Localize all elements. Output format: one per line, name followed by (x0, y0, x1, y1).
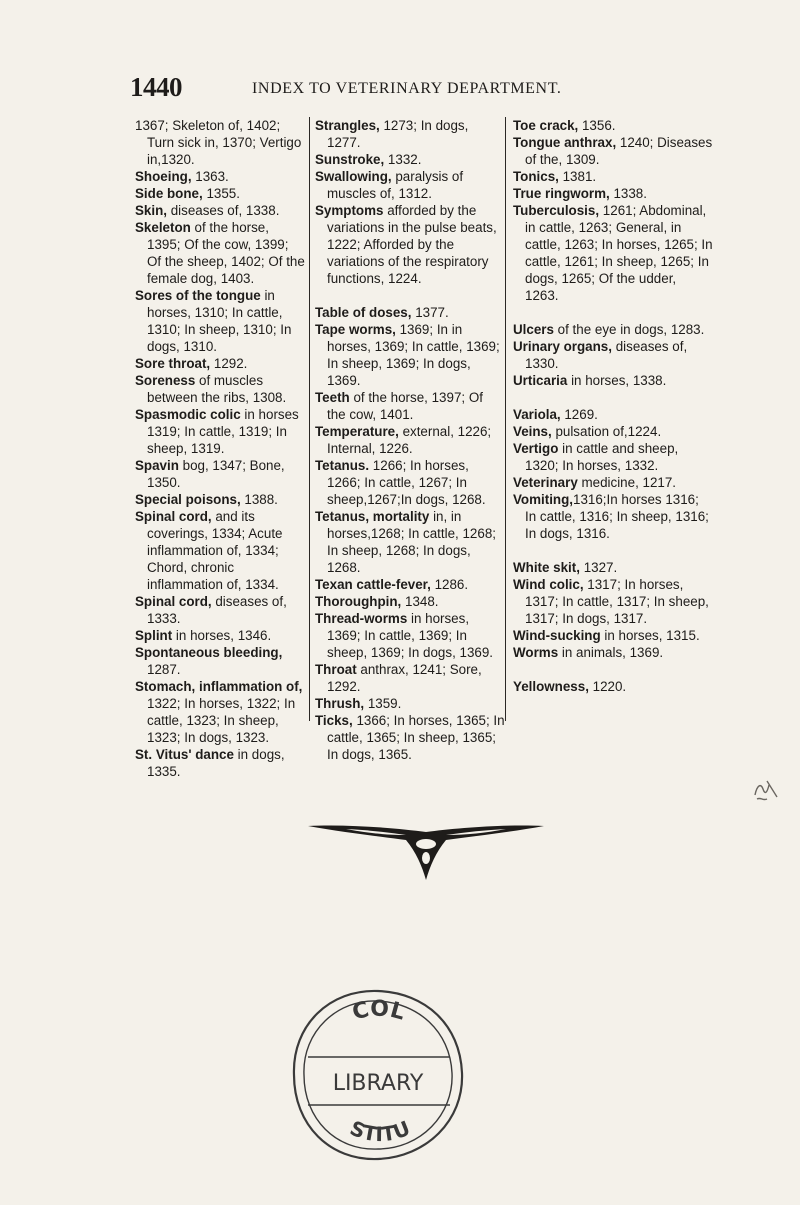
index-entry-references: 1286. (430, 577, 469, 592)
index-entry (315, 712, 505, 763)
index-entry (513, 678, 713, 695)
index-entry (315, 151, 505, 168)
index-entry-heading: Skeleton (135, 220, 191, 235)
running-head: INDEX TO VETERINARY DEPARTMENT. (252, 80, 562, 97)
index-entry-heading: Tongue anthrax, (513, 135, 617, 150)
index-entry-heading: Special poisons, (135, 492, 241, 507)
index-entry-references: 1317; In horses, 1317; In cattle, 1317; In sheep, 1317; In dogs, 1317. (525, 577, 709, 626)
stamp-center-text: LIBRARY (332, 1071, 424, 1096)
index-entry (315, 202, 505, 287)
index-entry-heading: Skin, (135, 203, 167, 218)
index-entry (135, 491, 305, 508)
column-rule (505, 117, 506, 721)
index-entry-heading: Symptoms (315, 203, 384, 218)
index-entry-references: 1240; Diseases of the, 1309. (525, 135, 713, 167)
page-number: 1440 (130, 72, 182, 102)
index-entry-references: 1266; In horses, 1266; In cattle, 1267; In sheep,1267;In dogs, 1268. (327, 458, 486, 507)
index-entry-references: of muscles between the ribs, 1308. (147, 373, 287, 405)
index-entry (513, 372, 713, 389)
decorative-ornament-icon (306, 822, 546, 882)
index-entry-heading: Wind colic, (513, 577, 584, 592)
index-entry-references: 1332. (384, 152, 422, 167)
index-entry-references: of the eye in dogs, 1283. (553, 322, 705, 337)
index-entry (513, 491, 713, 542)
index-entry (513, 440, 713, 474)
index-entry (315, 593, 505, 610)
index-entry (513, 644, 713, 661)
index-entry (513, 117, 713, 134)
index-entry (513, 423, 713, 440)
index-entry-heading: Splint (135, 628, 173, 643)
index-entry-references: 1369; In in horses, 1369; In cattle, 1369; In sheep, 1369; In dogs, 1369. (327, 322, 500, 388)
index-entry-references: in horses, 1338. (567, 373, 667, 388)
index-entry-heading: Spinal cord, (135, 509, 212, 524)
index-entry (135, 202, 305, 219)
index-entry (315, 168, 505, 202)
index-entry-heading: Thrush, (315, 696, 365, 711)
index-entry-references: bog, 1347; Bone, 1350. (147, 458, 285, 490)
index-entry-heading: Sore throat, (135, 356, 211, 371)
index-entry (135, 406, 305, 457)
index-entry-references: in horses 1319; In cattle, 1319; In sheep, 1319. (147, 407, 299, 456)
index-entry-references: 1388. (240, 492, 278, 507)
index-entry-heading: Vertigo (513, 441, 559, 456)
column-rule (309, 117, 310, 721)
index-entry-references: in horses, 1315. (600, 628, 700, 643)
index-entry-references: external, 1226; Internal, 1226. (327, 424, 492, 456)
index-entry-references: 1363. (191, 169, 229, 184)
index-entry (513, 168, 713, 185)
index-column-3 (513, 117, 713, 762)
index-entry (135, 185, 305, 202)
index-entry-heading: Worms (513, 645, 559, 660)
index-entry-heading: Tonics, (513, 169, 559, 184)
index-entry-references: of the horse, 1395; Of the cow, 1399; Of the sheep, 1402; Of the female dog, 1403. (147, 220, 305, 286)
index-entry-heading: Spasmodic colic (135, 407, 241, 422)
index-entry (315, 576, 505, 593)
index-entry-references: in, in horses,1268; In cattle, 1268; In sheep, 1268; In dogs, 1268. (327, 509, 496, 575)
stamp-top-text: COL (349, 996, 408, 1026)
index-entry-heading: Shoeing, (135, 169, 192, 184)
index-entry-heading: True ringworm, (513, 186, 610, 201)
index-entry-heading: Urinary organs, (513, 339, 612, 354)
index-entry (513, 406, 713, 423)
index-entry-heading: Sores of the tongue (135, 288, 261, 303)
index-entry-heading: Urticaria (513, 373, 568, 388)
index-entry-references: 1348. (401, 594, 439, 609)
index-entry-references: 1316;In horses 1316; In cattle, 1316; In sheep, 1316; In dogs, 1316. (525, 492, 709, 541)
index-entry (513, 185, 713, 202)
index-column-2 (315, 117, 505, 762)
index-entry-heading: Teeth (315, 390, 350, 405)
index-entry-references: 1287. (147, 662, 181, 677)
svg-text:STITU (347, 1116, 414, 1146)
index-entry (135, 219, 305, 287)
index-entry-heading: Toe crack, (513, 118, 579, 133)
index-entry-references: 1381. (558, 169, 597, 184)
svg-text:COL (350, 997, 408, 1026)
index-entry (315, 389, 505, 423)
index-entry (135, 746, 305, 780)
library-stamp-icon (286, 985, 471, 1165)
index-entry (315, 695, 505, 712)
index-entry-references: diseases of, 1330. (525, 339, 688, 371)
index-entry-heading: Temperature, (315, 424, 399, 439)
index-column-1 (135, 117, 305, 779)
index-entry (135, 287, 305, 355)
index-entry (315, 610, 505, 661)
stamp-bottom-text: STITU (346, 1115, 414, 1147)
index-entry (135, 117, 305, 168)
index-entry-heading: White skit, (513, 560, 580, 575)
index-entry-heading: Spontaneous bleeding, (135, 645, 283, 660)
index-entry (315, 508, 505, 576)
index-entry-heading: Sunstroke, (315, 152, 385, 167)
index-entry-references: 1359. (364, 696, 402, 711)
index-entry-references: 1377. (411, 305, 449, 320)
index-entry-heading: Texan cattle-fever, (315, 577, 431, 592)
index-entry-references: in cattle and sheep, 1320; In horses, 1332. (525, 441, 679, 473)
index-entry-heading: Ulcers (513, 322, 554, 337)
index-entry-references: 1338. (609, 186, 647, 201)
index-entry-heading: Stomach, inflammation of, (135, 679, 303, 694)
index-entry (135, 372, 305, 406)
index-columns (135, 117, 775, 779)
index-entry-references: diseases of, 1333. (147, 594, 287, 626)
index-entry (135, 508, 305, 593)
index-entry-heading: Vomiting, (513, 492, 574, 507)
index-entry (315, 457, 505, 508)
index-entry (135, 627, 305, 644)
index-entry-references: in dogs, 1335. (147, 747, 285, 779)
index-entry-heading: St. Vitus' dance (135, 747, 234, 762)
index-entry-references: 1273; In dogs, 1277. (327, 118, 469, 150)
index-entry (135, 355, 305, 372)
index-entry (135, 644, 305, 678)
index-entry (135, 593, 305, 627)
index-entry (513, 474, 713, 491)
index-entry (135, 168, 305, 185)
index-entry (135, 457, 305, 491)
index-entry-heading: Veterinary (513, 475, 578, 490)
index-entry-heading: Thread-worms (315, 611, 408, 626)
index-entry (315, 423, 505, 457)
index-entry-heading: Variola, (513, 407, 561, 422)
index-entry (513, 576, 713, 627)
index-entry (315, 304, 505, 321)
index-entry-heading: Side bone, (135, 186, 203, 201)
index-entry-references: 1269. (560, 407, 598, 422)
index-entry-references: in horses, 1346. (172, 628, 272, 643)
index-entry-references: 1367; Skeleton of, 1402; Turn sick in, 1370; Vertigo in,1320. (135, 118, 302, 167)
margin-mark-icon (751, 775, 781, 803)
index-entry-references: 1322; In horses, 1322; In cattle, 1323; In sheep, 1323; In dogs, 1323. (147, 696, 296, 745)
index-entry-heading: Tetanus, mortality (315, 509, 430, 524)
index-entry-heading: Throat (315, 662, 357, 677)
index-entry (513, 627, 713, 644)
index-entry-references: 1261; Abdominal, in cattle, 1263; General, in cattle, 1263; In horses, 1265; In cattle, 1261; In sheep, 1265; In dogs, 1265; Of the udder, 1263. (525, 203, 713, 303)
index-entry (315, 661, 505, 695)
index-entry (513, 338, 713, 372)
index-entry-references: 1356. (578, 118, 616, 133)
index-entry-heading: Thoroughpin, (315, 594, 402, 609)
index-entry (513, 559, 713, 576)
index-entry (513, 134, 713, 168)
index-entry-heading: Spavin (135, 458, 179, 473)
index-entry (315, 321, 505, 389)
index-entry-references: anthrax, 1241; Sore, 1292. (327, 662, 482, 694)
index-entry-references: pulsation of,1224. (551, 424, 662, 439)
index-entry-references: medicine, 1217. (577, 475, 677, 490)
index-entry-references: paralysis of muscles of, 1312. (327, 169, 464, 201)
page-header (130, 70, 770, 110)
index-entry-references: in animals, 1369. (558, 645, 664, 660)
index-entry-heading: Swallowing, (315, 169, 392, 184)
index-entry-heading: Wind-sucking (513, 628, 601, 643)
index-entry-references: in horses, 1310; In cattle, 1310; In sheep, 1310; In dogs, 1310. (147, 288, 292, 354)
index-entry-references: of the horse, 1397; Of the cow, 1401. (327, 390, 483, 422)
index-entry-heading: Tape worms, (315, 322, 396, 337)
index-entry-heading: Tetanus. (315, 458, 370, 473)
index-entry-heading: Tuberculosis, (513, 203, 600, 218)
index-entry-references: afforded by the variations in the pulse beats, 1222; Afforded by the variations of the respiratory functions, 1224. (327, 203, 497, 286)
index-entry-heading: Ticks, (315, 713, 353, 728)
index-entry (513, 202, 713, 304)
index-entry-references: in horses, 1369; In cattle, 1369; In sheep, 1369; In dogs, 1369. (327, 611, 494, 660)
index-entry-references: 1327. (579, 560, 618, 575)
index-entry-references: 1366; In horses, 1365; In cattle, 1365; In sheep, 1365; In dogs, 1365. (327, 713, 505, 762)
index-entry (513, 321, 713, 338)
index-entry (315, 117, 505, 151)
index-entry-heading: Strangles, (315, 118, 380, 133)
index-entry-references: 1292. (210, 356, 248, 371)
index-entry (135, 678, 305, 746)
index-entry-heading: Yellowness, (513, 679, 589, 694)
index-entry-references: and its coverings, 1334; Acute inflammation of, 1334; Chord, chronic inflammation of, 1334. (147, 509, 283, 592)
index-entry-references: 1220. (588, 679, 627, 694)
index-entry-references: diseases of, 1338. (167, 203, 280, 218)
index-entry-heading: Veins, (513, 424, 552, 439)
index-entry-references: 1355. (202, 186, 240, 201)
index-entry-heading: Spinal cord, (135, 594, 212, 609)
index-entry-heading: Soreness (135, 373, 196, 388)
index-entry-heading: Table of doses, (315, 305, 412, 320)
